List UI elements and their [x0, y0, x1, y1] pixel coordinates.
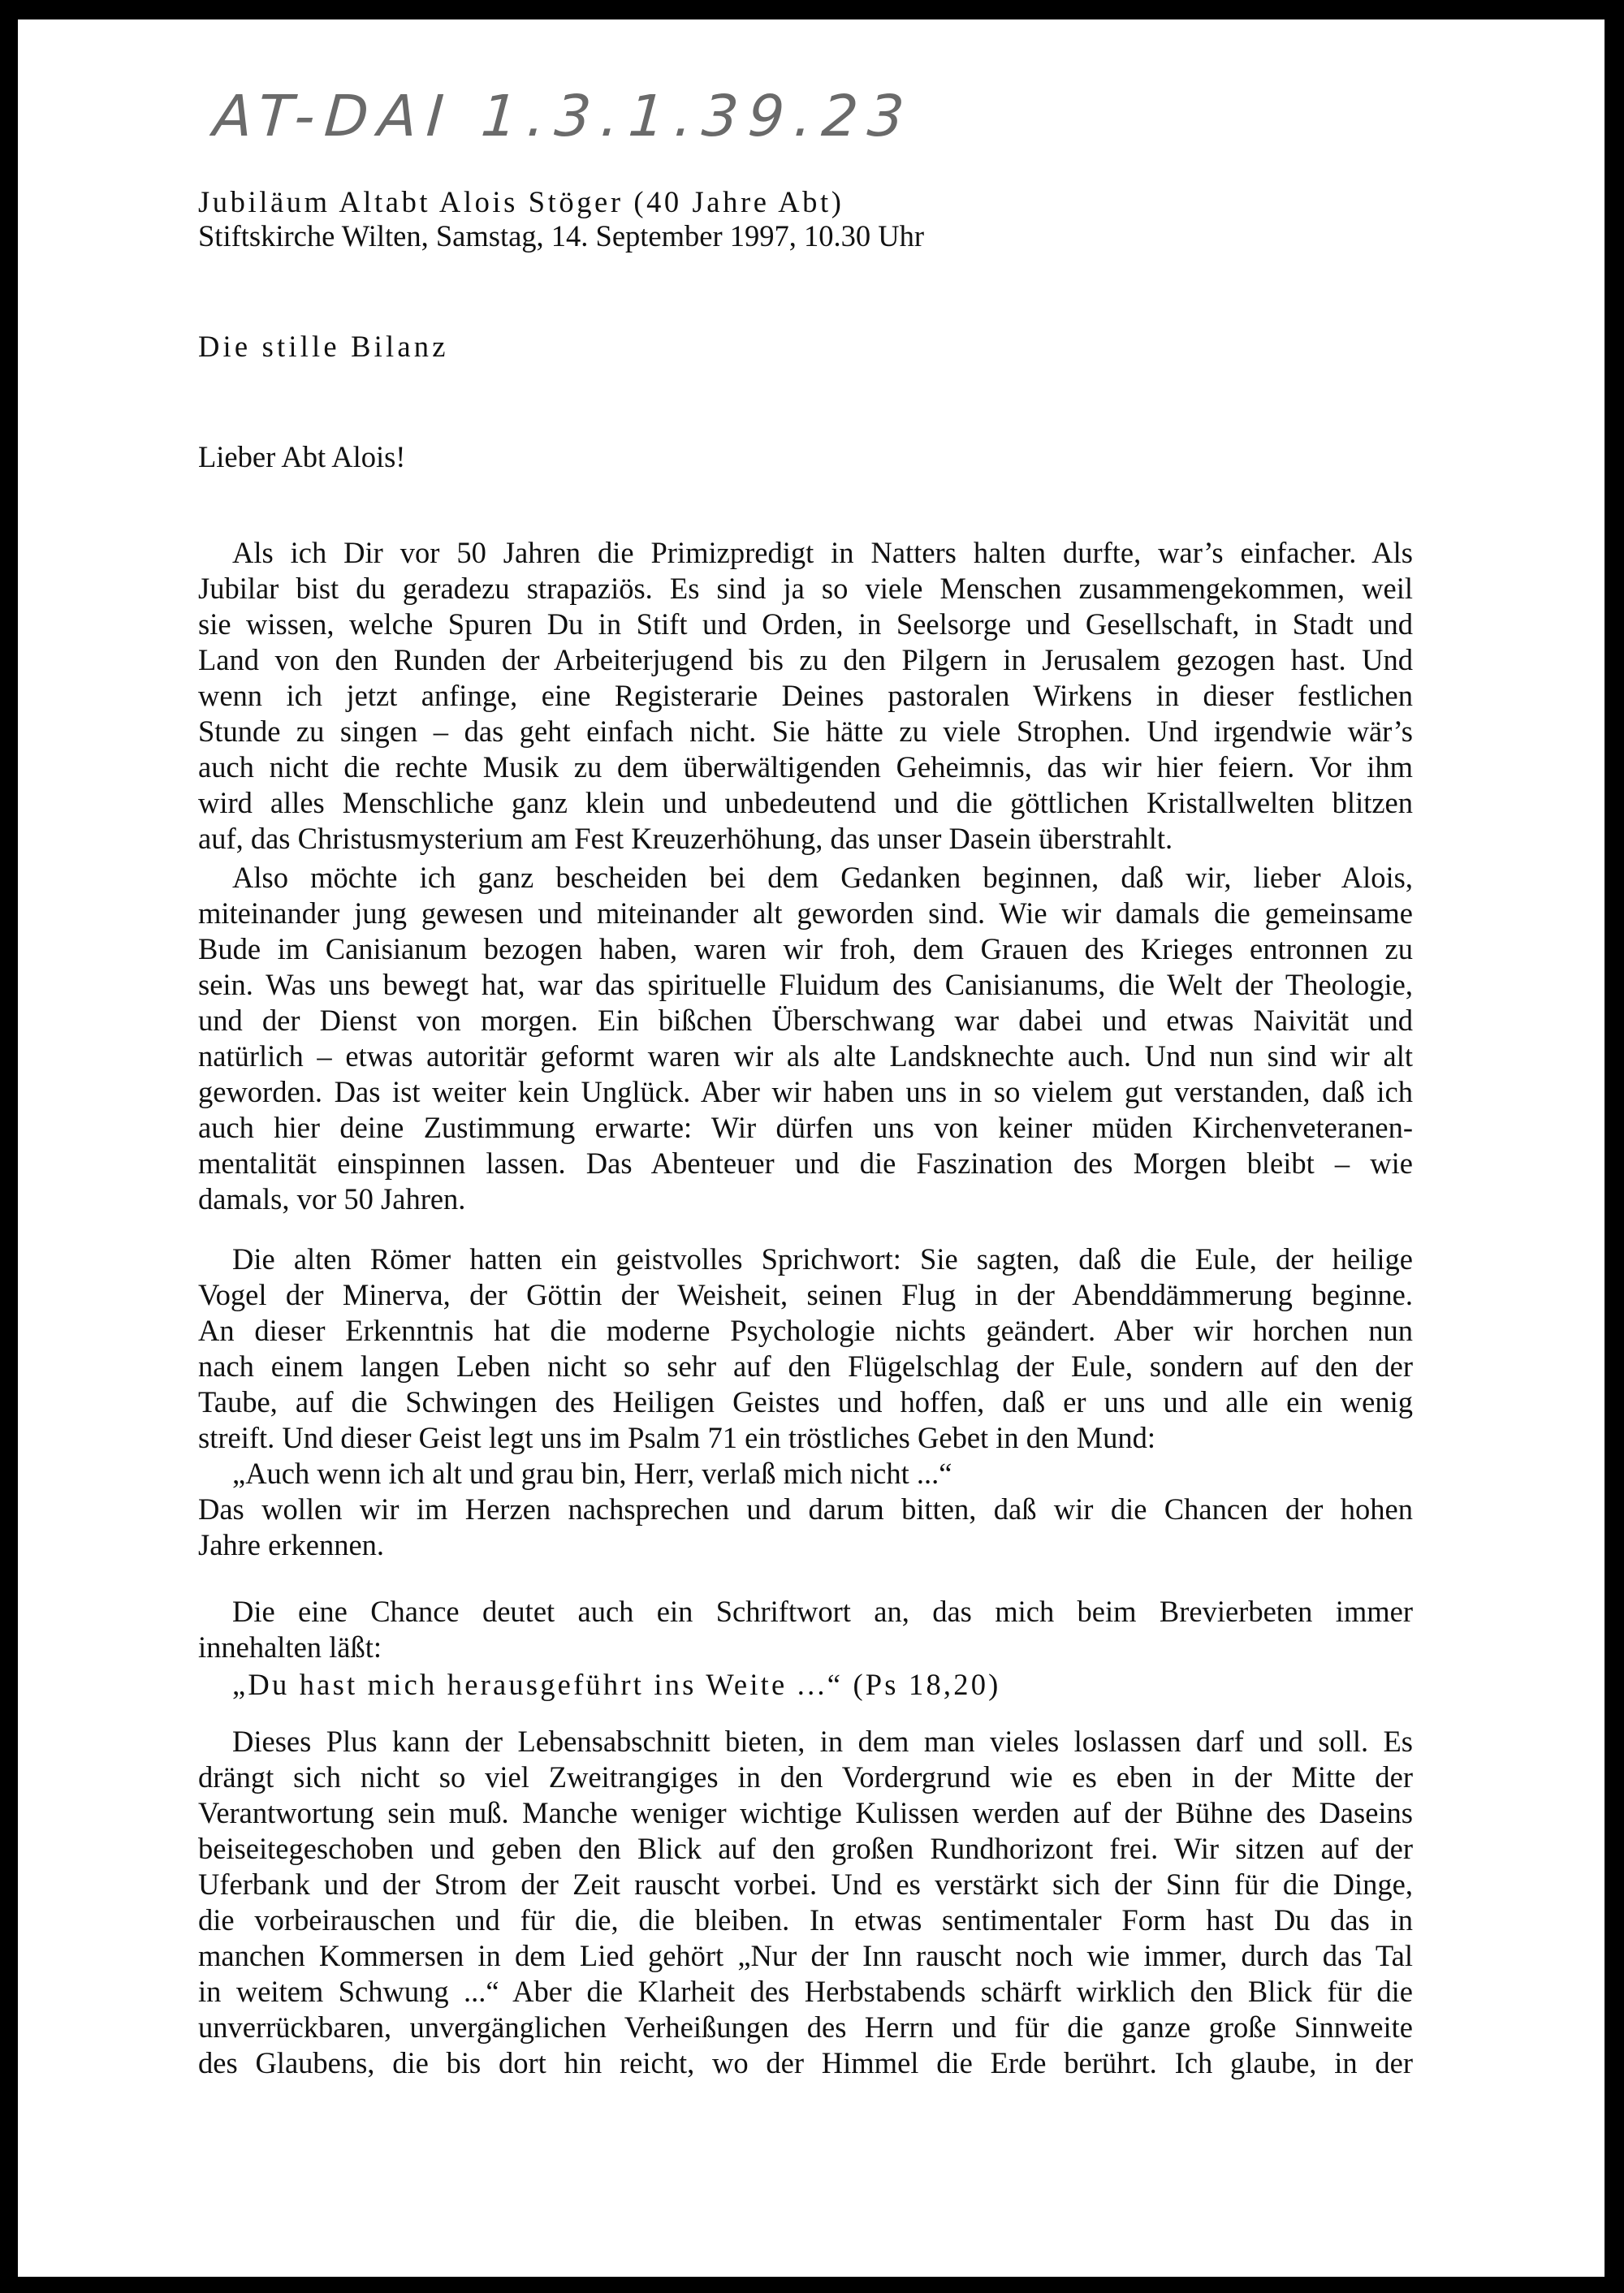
text-line: Vogel der Minerva, der Göttin der Weisheit, seinen Flug in der Abenddämmerung beginne.: [198, 1278, 1413, 1311]
text-line: Als ich Dir vor 50 Jahren die Primizpredigt in Natters halten durfte, war’s einfacher. Als: [232, 536, 1413, 569]
text-line: Stunde zu singen – das geht einfach nicht. Sie hätte zu viele Strophen. Und irgendwie wär’s: [198, 715, 1413, 748]
text-line: Jahre erkennen.: [198, 1528, 385, 1561]
text-line: Taube, auf die Schwingen des Heiligen Geistes und hoffen, daß er uns und alle ein wenig: [198, 1385, 1413, 1419]
sermon-title: Die stille Bilanz: [198, 330, 449, 363]
text-line: Jubilar bist du geradezu strapaziös. Es sind ja so viele Menschen zusammengekommen, weil: [198, 572, 1413, 605]
text-line: auf, das Christusmysterium am Fest Kreuzerhöhung, das unser Dasein überstrahlt.: [198, 822, 1173, 855]
text-line: mentalität einspinnen lassen. Das Abenteuer und die Faszination des Morgen bleibt – wie: [198, 1146, 1413, 1180]
text-line: nach einem langen Leben nicht so sehr auf den Flügelschlag der Eule, sondern auf den der: [198, 1349, 1413, 1383]
text-line: streift. Und dieser Geist legt uns im Psalm 71 ein tröstliches Gebet in den Mund:: [198, 1421, 1155, 1454]
text-line: Dieses Plus kann der Lebensabschnitt bieten, in dem man vieles loslassen darf und soll. Es: [232, 1725, 1413, 1758]
text-line: unverrückbaren, unvergänglichen Verheißungen des Herrn und für die ganze große Sinnweite: [198, 2010, 1413, 2044]
text-line: auch nicht die rechte Musik zu dem überwältigenden Geheimnis, das wir hier feiern. Vor ihm: [198, 750, 1413, 784]
text-line: wird alles Menschliche ganz klein und unbedeutend und die göttlichen Kristallwelten blitzen: [198, 786, 1413, 819]
text-line: miteinander jung gewesen und miteinander alt geworden sind. Wie wir damals die gemeinsame: [198, 896, 1413, 930]
text-line: des Glaubens, die bis dort hin reicht, wo der Himmel die Erde berührt. Ich glaube, in der: [198, 2046, 1413, 2079]
text-line: natürlich – etwas autoritär geformt waren wir als alte Landsknechte auch. Und nun sind wir alt: [198, 1039, 1413, 1073]
text-line: die vorbeirauschen und für die, die bleiben. In etwas sentimentaler Form hast Du das in: [198, 1903, 1413, 1937]
header-event-title: Jubiläum Altabt Alois Stöger (40 Jahre Abt): [198, 185, 844, 218]
text-line: beiseitegeschoben und geben den Blick auf den großen Rundhorizont frei. Wir sitzen auf der: [198, 1832, 1413, 1865]
text-line: geworden. Das ist weiter kein Unglück. Aber wir haben uns in so vielem gut verstanden, daß ich: [198, 1075, 1413, 1108]
text-line: drängt sich nicht so viel Zweitrangiges in den Vordergrund wie es eben in der Mitte der: [198, 1760, 1413, 1794]
text-line: sein. Was uns bewegt hat, war das spirituelle Fluidum des Canisianums, die Welt der Theologie,: [198, 968, 1413, 1001]
quote-line: „Auch wenn ich alt und grau bin, Herr, verlaß mich nicht ...“: [232, 1457, 952, 1490]
text-line: Also möchte ich ganz bescheiden bei dem Gedanken beginnen, daß wir, lieber Alois,: [232, 861, 1413, 894]
text-line: innehalten läßt:: [198, 1630, 382, 1664]
text-line: Land von den Runden der Arbeiterjugend bis zu den Pilgern in Jerusalem gezogen hast. Und: [198, 643, 1413, 676]
text-line: wenn ich jetzt anfinge, eine Registerarie Deines pastoralen Wirkens in dieser festlichen: [198, 679, 1413, 712]
text-line: auch hier deine Zustimmung erwarte: Wir dürfen uns von keiner müden Kirchenveteranen-: [198, 1111, 1413, 1144]
header-event-details: Stiftskirche Wilten, Samstag, 14. September 1997, 10.30 Uhr: [198, 219, 925, 253]
text-line: damals, vor 50 Jahren.: [198, 1182, 466, 1216]
salutation: Lieber Abt Alois!: [198, 440, 406, 473]
text-line: und der Dienst von morgen. Ein bißchen Überschwang war dabei und etwas Naivität und: [198, 1004, 1413, 1037]
text-line: Verantwortung sein muß. Manche weniger wichtige Kulissen werden auf der Bühne des Daseins: [198, 1796, 1413, 1829]
text-line: in weitem Schwung ...“ Aber die Klarheit des Herbstabends schärft wirklich den Blick für die: [198, 1975, 1413, 2008]
text-line: Uferbank und der Strom der Zeit rauscht vorbei. Und es verstärkt sich der Sinn für die Dinge,: [198, 1868, 1413, 1901]
text-line: sie wissen, welche Spuren Du in Stift und Orden, in Seelsorge und Gesellschaft, in Stadt und: [198, 607, 1413, 641]
handwritten-archive-id: AT-DAI 1.3.1.39.23: [211, 83, 917, 149]
text-line: manchen Kommersen in dem Lied gehört „Nur der Inn rauscht noch wie immer, durch das Tal: [198, 1939, 1413, 1972]
text-line: Das wollen wir im Herzen nachsprechen und darum bitten, daß wir die Chancen der hohen: [198, 1492, 1413, 1526]
text-line: An dieser Erkenntnis hat die moderne Psychologie nichts geändert. Aber wir horchen nun: [198, 1314, 1413, 1347]
text-line: Die alten Römer hatten ein geistvolles Sprichwort: Sie sagten, daß die Eule, der heilige: [232, 1242, 1413, 1276]
text-line: Die eine Chance deutet auch ein Schriftwort an, das mich beim Brevierbeten immer: [232, 1595, 1413, 1628]
quote-line: „Du hast mich herausgeführt ins Weite ...“ (Ps 18,20): [232, 1668, 1001, 1701]
text-line: Bude im Canisianum bezogen haben, waren wir froh, dem Grauen des Krieges entronnen zu: [198, 932, 1413, 965]
